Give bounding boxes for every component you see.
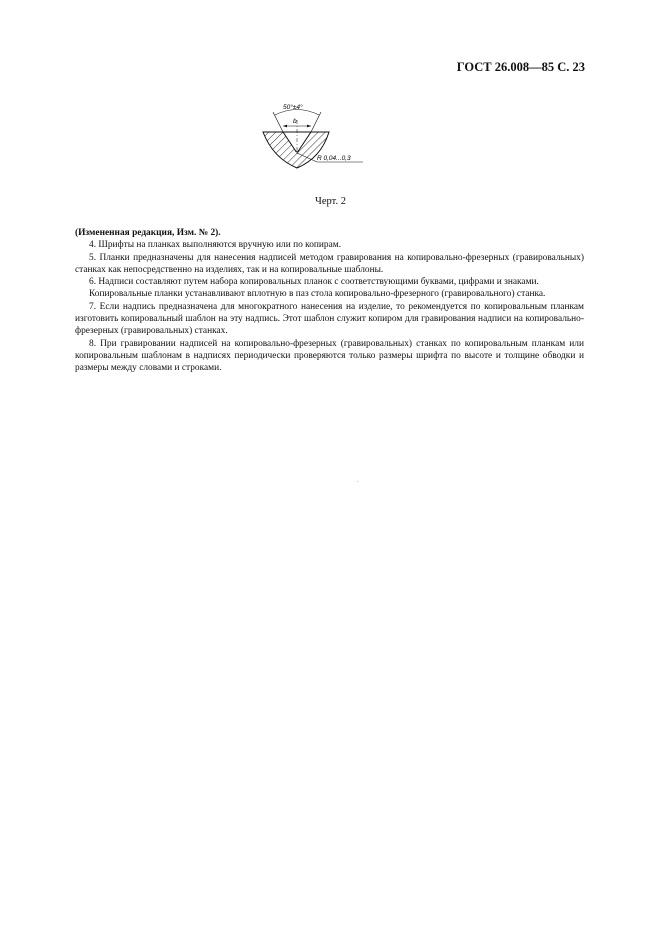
body-text — [75, 227, 584, 375]
hatched-section — [263, 132, 329, 168]
angle-label: 50°±4° — [283, 104, 303, 111]
paragraph-5: 5. Планки предназначены для нанесения надписей методом гравирования на копировально-фрезерных (гравировальных) станках как непосредственно на изделиях, так и на копировальные шаблоны. — [75, 252, 584, 275]
amendment-note: (Измененная редакция, Изм. № 2). — [75, 228, 221, 238]
paragraph-7: 7. Если надпись предназначена для многократного нанесения на изделие, то рекомендуется по копировальным планкам изготовить копировальный шаблон на эту надпись. Этот шаблон служит копиром для гравирования надписи на копировально-фрезерных (гравировальных) станках. — [75, 301, 584, 337]
paragraph-8: 8. При гравировании надписей на копировально-фрезерных (гравировальных) станках по копировальным планкам или копировальным шаблонам в надписях периодически проверяются только размеры шрифта по высоте и толщине обводки и размеры между словами и строками. — [75, 338, 584, 374]
width-label: b — [293, 118, 297, 125]
radius-label: R 0,04...0,3 — [317, 155, 351, 162]
paragraph-6-continued: Копировальные планки устанавливают вплотную в паз стола копировально-фрезерного (гравировального) станка. — [89, 289, 546, 300]
paragraph-6: 6. Надписи составляют путем набора копировальных планок с соответствующими буквами, цифрами и знаками. — [89, 277, 539, 288]
figure-caption: Черт. 2 — [315, 196, 346, 207]
groove-profile-drawing — [255, 96, 367, 180]
page-header: ГОСТ 26.008—85 С. 23 — [456, 60, 585, 74]
scan-speck — [357, 481, 358, 482]
paragraph-4: 4. Шрифты на планках выполняются вручную или по копирам. — [89, 240, 342, 251]
